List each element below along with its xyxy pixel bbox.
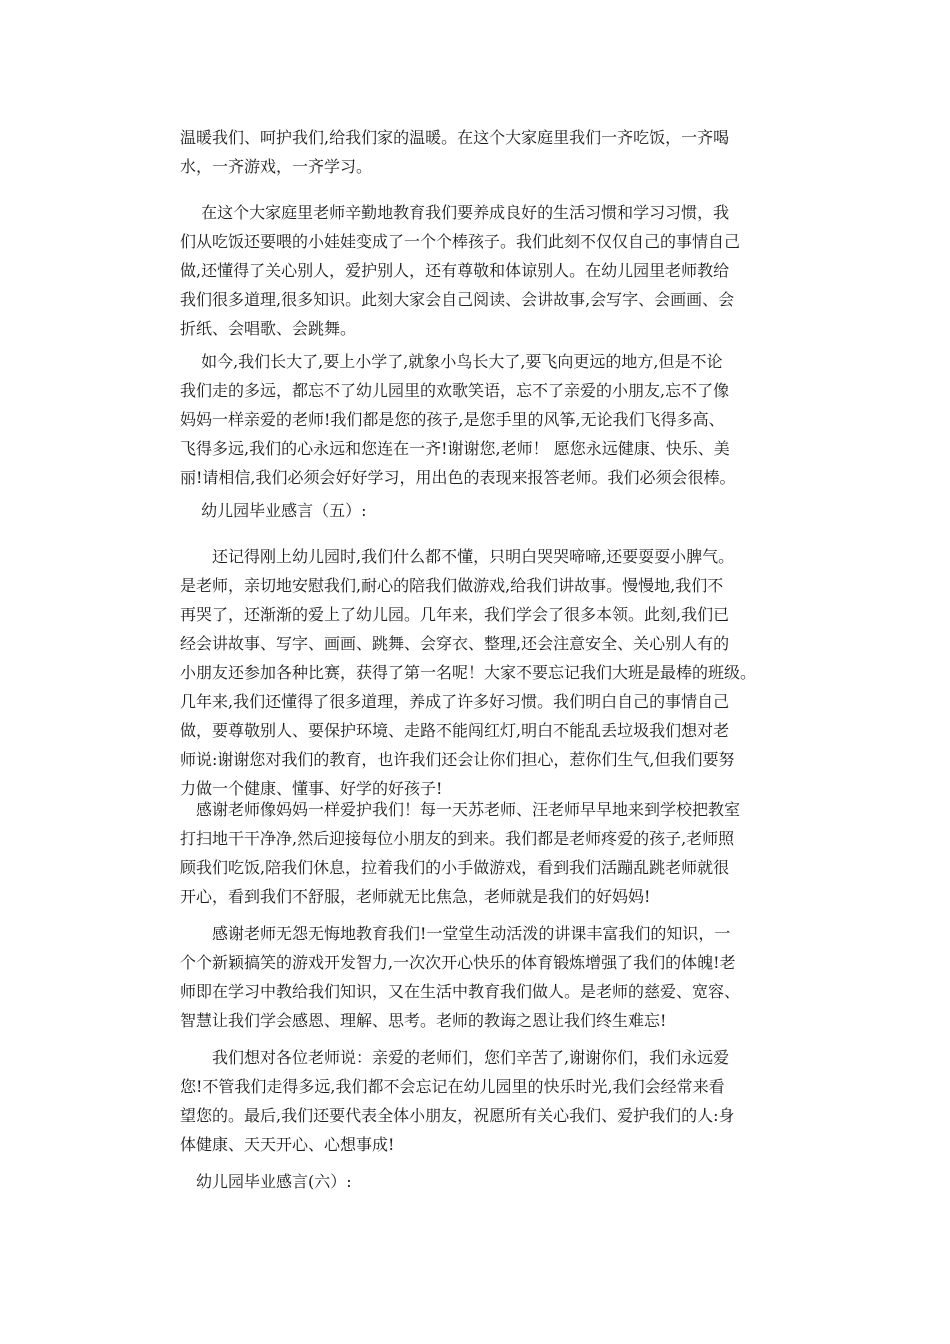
heading-line: 幼儿园毕业感言(六）: — [180, 1172, 352, 1191]
section-heading-six — [180, 1167, 775, 1196]
text-line: 如今,我们长大了,要上小学了,就象小鸟长大了,要飞向更远的地方,但是不论 — [180, 352, 723, 371]
paragraph-4 — [180, 542, 775, 803]
text-line: 小朋友还参加各种比赛，获得了第一名呢！大家不要忘记我们大班是最棒的班级。 — [180, 663, 757, 682]
text-line: 是老师，亲切地安慰我们,耐心的陪我们做游戏,给我们讲故事。慢慢地,我们不 — [180, 576, 724, 595]
text-line: 我们想对各位老师说：亲爱的老师们，您们辛苦了,谢谢你们，我们永远爱 — [180, 1048, 730, 1067]
text-line: 感谢老师无怨无悔地教育我们!一堂堂生动活泼的讲课丰富我们的知识，一 — [180, 924, 731, 943]
paragraph-6 — [180, 919, 775, 1035]
text-line: 还记得刚上幼儿园时,我们什么都不懂，只明白哭哭啼啼,还要耍耍小脾气。 — [180, 547, 735, 566]
text-line: 您!不管我们走得多远,我们都不会忘记在幼儿园里的快乐时光,我们会经常来看 — [180, 1077, 725, 1096]
paragraph-5 — [180, 795, 775, 911]
text-line: 温暖我们、呵护我们,给我们家的温暖。在这个大家庭里我们一齐吃饭，一齐喝 — [180, 128, 730, 147]
text-line: 做，要尊敬别人、要保护环境、走路不能闯红灯,明白不能乱丢垃圾我们想对老 — [180, 721, 730, 740]
text-line: 妈妈一样亲爱的老师!我们都是您的孩子,是您手里的风筝,无论我们飞得多高、 — [180, 410, 725, 429]
text-line: 望您的。最后,我们还要代表全体小朋友，祝愿所有关心我们、爱护我们的人:身 — [180, 1106, 735, 1125]
text-line: 丽!请相信,我们必须会好好学习，用出色的表现来报答老师。我们必须会很棒。 — [180, 468, 736, 487]
text-line: 再哭了，还渐渐的爱上了幼儿园。几年来，我们学会了很多本领。此刻,我们已 — [180, 605, 730, 624]
text-line: 打扫地干干净净,然后迎接每位小朋友的到来。我们都是老师疼爱的孩子,老师照 — [180, 829, 735, 848]
text-line: 飞得多远,我们的心永远和您连在一齐!谢谢您,老师！ 愿您永远健康、快乐、美 — [180, 439, 730, 458]
text-line: 师即在学习中教给我们知识，又在生活中教育我们做人。是老师的慈爱、宽容、 — [180, 982, 741, 1001]
text-line: 师说:谢谢您对我们的教育，也许我们还会让你们担心，惹你们生气,但我们要努 — [180, 750, 735, 769]
text-line: 我们走的多远，都忘不了幼儿园里的欢歌笑语，忘不了亲爱的小朋友,忘不了像 — [180, 381, 730, 400]
text-line: 我们很多道理,很多知识。此刻大家会自己阅读、会讲故事,会写字、会画画、会 — [180, 290, 735, 309]
text-line: 折纸、会唱歌、会跳舞。 — [180, 319, 357, 338]
text-line: 开心，看到我们不舒服，老师就无比焦急，老师就是我们的好妈妈! — [180, 887, 651, 906]
text-line: 力做一个健康、懂事、好学的好孩子! — [180, 779, 443, 798]
paragraph-7 — [180, 1043, 775, 1159]
paragraph-2 — [180, 198, 775, 343]
text-line: 在这个大家庭里老师辛勤地教育我们要养成良好的生活习惯和学习习惯，我 — [180, 203, 730, 222]
text-line: 几年来,我们还懂得了很多道理，养成了许多好习惯。我们明白自己的事情自己 — [180, 692, 730, 711]
text-line: 体健康、天天开心、心想事成! — [180, 1135, 395, 1154]
text-line: 智慧让我们学会感恩、理解、思考。老师的教诲之恩让我们终生难忘! — [180, 1011, 667, 1030]
text-line: 水，一齐游戏，一齐学习。 — [180, 157, 373, 176]
text-line: 个个新颖搞笑的游戏开发智力,一次次开心快乐的体育锻炼增强了我们的体魄!老 — [180, 953, 736, 972]
text-line: 顾我们吃饭,陪我们休息，拉着我们的小手做游戏，看到我们活蹦乱跳老师就很 — [180, 858, 730, 877]
text-line: 做,还懂得了关心别人，爱护别人，还有尊敬和体谅别人。在幼儿园里老师教给 — [180, 261, 730, 280]
text-line: 经会讲故事、写字、画画、跳舞、会穿衣、整理,还会注意安全、关心别人有的 — [180, 634, 730, 653]
paragraph-1 — [180, 123, 775, 181]
paragraph-3 — [180, 347, 775, 492]
text-line: 们从吃饭还要喂的小娃娃变成了一个个棒孩子。我们此刻不仅仅自己的事情自己 — [180, 232, 741, 251]
section-heading-five — [180, 496, 775, 525]
text-line: 感谢老师像妈妈一样爱护我们！每一天苏老师、汪老师早早地来到学校把教室 — [180, 800, 741, 819]
heading-line: 幼儿园毕业感言（五）: — [180, 501, 367, 520]
